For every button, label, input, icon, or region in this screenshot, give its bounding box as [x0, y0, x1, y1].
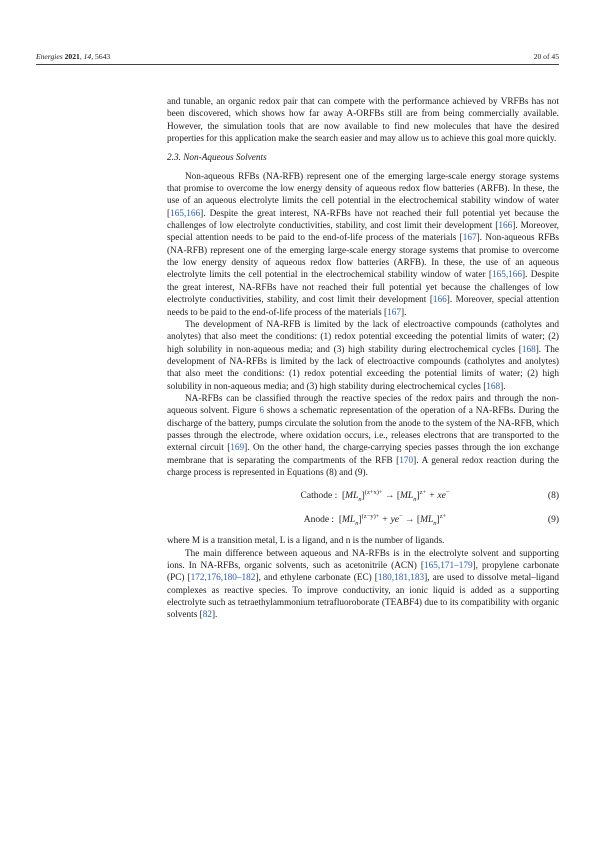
- citation-link[interactable]: 172,176,180–182: [190, 573, 256, 584]
- paragraph-where: where M is a transition metal, L is a ligand, and n is the number of ligands.: [167, 536, 445, 547]
- citation-link[interactable]: 165,166: [170, 208, 201, 219]
- citation-link[interactable]: 166: [498, 221, 513, 232]
- paragraph-intro: and tunable, an organic redox pair that can compete with the performance achieved by VRFBs has not been discovered, which shows how far away A-ORFBs still are from being commercially available. However, the simulation tools that are now available to find new molecules that have the desired properties for this application make the search easier and may allow us to achieve this goal more quickly.: [167, 97, 559, 145]
- citation-link[interactable]: 82: [202, 610, 212, 621]
- journal-volume: 14: [83, 52, 92, 61]
- paragraph-na-rfb: Non-aqueous RFBs (NA-RFB) represent one of the emerging large-scale energy storage systems that promise to overcome the low energy density of aqueous redox flow batteries (ARFB). In these, the use of an aqueous electrolyte limits the cell potential in the electrochemical stability window of water [165,166]. Despite the great interest, NA-RFBs have not reached their full potential yet because the challenges of low electrolyte conductivities, stability, and cost limit their development [166]. Moreover, special attention needs to be paid to the end-of-life process of the materials [167]. Non-aqueous RFBs (NA-RFB) represent one of the emerging large-scale energy storage systems that promise to overcome the low energy density of aqueous redox flow batteries (ARFB). In these, the use of an aqueous electrolyte limits the cell potential in the electrochemical stability window of water [165,166]. Despite the great interest, NA-RFBs have not reached their full potential yet because the challenges of low electrolyte conductivities, stability, and cost limit their development [166]. Moreover, special attention needs to be paid to the end-of-life process of the materials [167].: [167, 171, 559, 318]
- header-rule: [36, 64, 559, 65]
- section-heading: 2.3. Non-Aqueous Solvents: [167, 153, 267, 164]
- paragraph-classification: NA-RFBs can be classified through the reactive species of the redox pairs and through the non-aqueous solvent. Figure 6 shows a schematic representation of the operation of a NA-RFBs. During the discharge of the battery, pumps circulate the solution from the anode to the system of the NA-RFB, which passes through the electrode, where oxidation occurs, i.e., releases electrons that are transported to the external circuit [169]. On the other hand, the charge-carrying species passes through the ion exchange membrane that is separating the compartments of the RFB [170]. A general redox reaction during the charge process is represented in Equations (8) and (9).: [167, 393, 560, 478]
- citation-link[interactable]: 168: [486, 381, 501, 392]
- equation-number: (8): [547, 491, 559, 502]
- journal-citation: Energies 2021, 14, 5643: [36, 52, 111, 61]
- equation-8: [167, 484, 559, 508]
- article-body: [167, 96, 559, 622]
- equation-body: Cathode : $[ML_n]^{(z+x)+} \to [ML_n]^{z+} + xe^-$: [300, 489, 450, 504]
- citation-link[interactable]: 170: [399, 455, 414, 466]
- citation-link[interactable]: 180,181,183: [377, 573, 425, 584]
- citation-link[interactable]: 165,171–179: [424, 561, 473, 571]
- article-number: 5643: [95, 52, 111, 61]
- page-header: [36, 52, 559, 64]
- paragraph-development: The development of NA-RFB is limited by the lack of electroactive compounds (catholytes and anolytes) that also meet the conditions: (1) redox potential exceeding the potential limits of water; (2) high solubility in non-aqueous media; and (3) high stability during electrochemical cycles [168]. The development of NA-RFBs is limited by the lack of electroactive compounds (catholytes and anolytes) that also meet the conditions: (1) redox potential exceeding the potential limits of water; (2) high solubility in non-aqueous media; and (3) high stability during electrochemical cycles [168].: [167, 319, 560, 392]
- page-number: 20 of 45: [533, 52, 559, 61]
- citation-link[interactable]: 166: [432, 295, 447, 306]
- equation-number: (9): [547, 515, 559, 526]
- citation-link[interactable]: 167: [387, 307, 401, 318]
- citation-link[interactable]: 168: [521, 344, 536, 355]
- figure-link[interactable]: 6: [259, 406, 264, 417]
- citation-link[interactable]: 169: [230, 443, 245, 454]
- equation-body: Anode : $[ML_n]^{(z-y)+} + ye^- \to [ML_n]^{z+}$: [303, 513, 447, 528]
- equation-9: [167, 508, 559, 532]
- citation-link[interactable]: 167: [462, 233, 477, 244]
- journal-year: 2021: [64, 52, 80, 61]
- journal-name: Energies: [36, 52, 63, 61]
- citation-link[interactable]: 165,166: [491, 270, 523, 281]
- paragraph-solvents: The main difference between aqueous and NA-RFBs is in the electrolyte solvent and supporting ions. In NA-RFBs, organic solvents, such as acetonitrile (ACN) [165,171–179], propylene carbonate (PC) [172,176,180–182], and ethylene carbonate (EC) [180,181,183], are used to dissolve metal–ligand complexes as reactive species. To improve conductivity, an ionic liquid is added as a supporting electrolyte such as tetraethylammonium tetrafluoroborate (TEABF4) due to its compatibility with organic solvents [82].: [167, 548, 559, 621]
